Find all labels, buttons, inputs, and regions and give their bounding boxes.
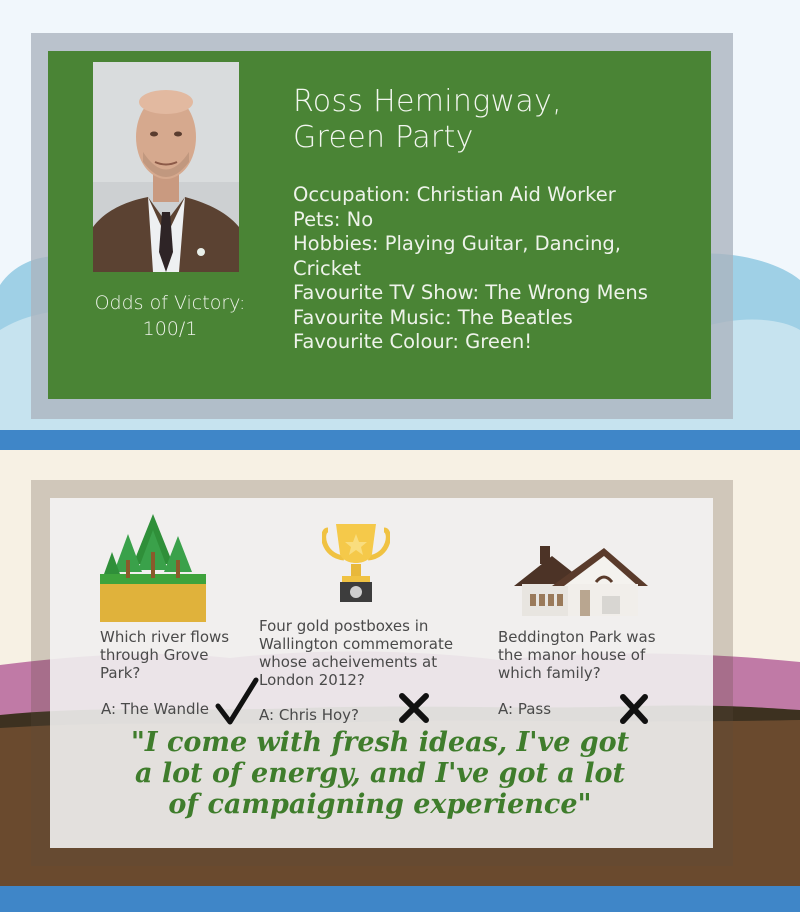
candidate-name	[293, 84, 693, 156]
odds-of-victory	[80, 290, 260, 342]
odds-label: Odds of Victory:	[94, 292, 246, 314]
cross-icon	[618, 692, 650, 726]
fact-hobbies: Hobbies: Playing Guitar, Dancing,	[293, 232, 622, 255]
quiz-question-3: Beddington Park was the manor house of which family?	[498, 628, 656, 682]
trees-icon	[98, 512, 208, 624]
quiz-answer-2: A: Chris Hoy?	[259, 706, 360, 724]
fact-tv-show: Favourite TV Show: The Wrong Mens	[293, 281, 648, 304]
top-divider-band	[0, 430, 800, 450]
odds-value: 100/1	[142, 318, 198, 340]
candidate-quote: "I come with fresh ideas, I've got a lot of energy, and I've got a lot of campaigning experience"	[130, 727, 630, 820]
candidate-photo	[93, 62, 239, 272]
bottom-band	[0, 886, 800, 912]
fact-colour: Favourite Colour: Green!	[293, 330, 533, 353]
quiz-answer-3: A: Pass	[498, 700, 552, 718]
candidate-party: Green Party	[293, 120, 474, 155]
quiz-question-1: Which river flows through Grove Park?	[100, 628, 230, 682]
fact-music: Favourite Music: The Beatles	[293, 305, 573, 329]
house-icon	[512, 546, 650, 618]
candidate-facts	[293, 183, 703, 355]
cross-icon	[396, 690, 432, 726]
candidate-name-line1: Ross Hemingway,	[293, 84, 562, 119]
fact-occupation: Occupation: Christian Aid Worker	[293, 183, 616, 206]
trophy-icon	[322, 520, 390, 604]
quiz-question-2: Four gold postboxes in Wallington commemorate whose acheivements at London 2012?	[259, 617, 454, 689]
fact-pets: Pets: No	[293, 207, 374, 231]
fact-hobbies-cont: Cricket	[293, 256, 362, 280]
quiz-answer-1: A: The Wandle	[101, 700, 209, 718]
checkmark-icon	[212, 676, 260, 728]
